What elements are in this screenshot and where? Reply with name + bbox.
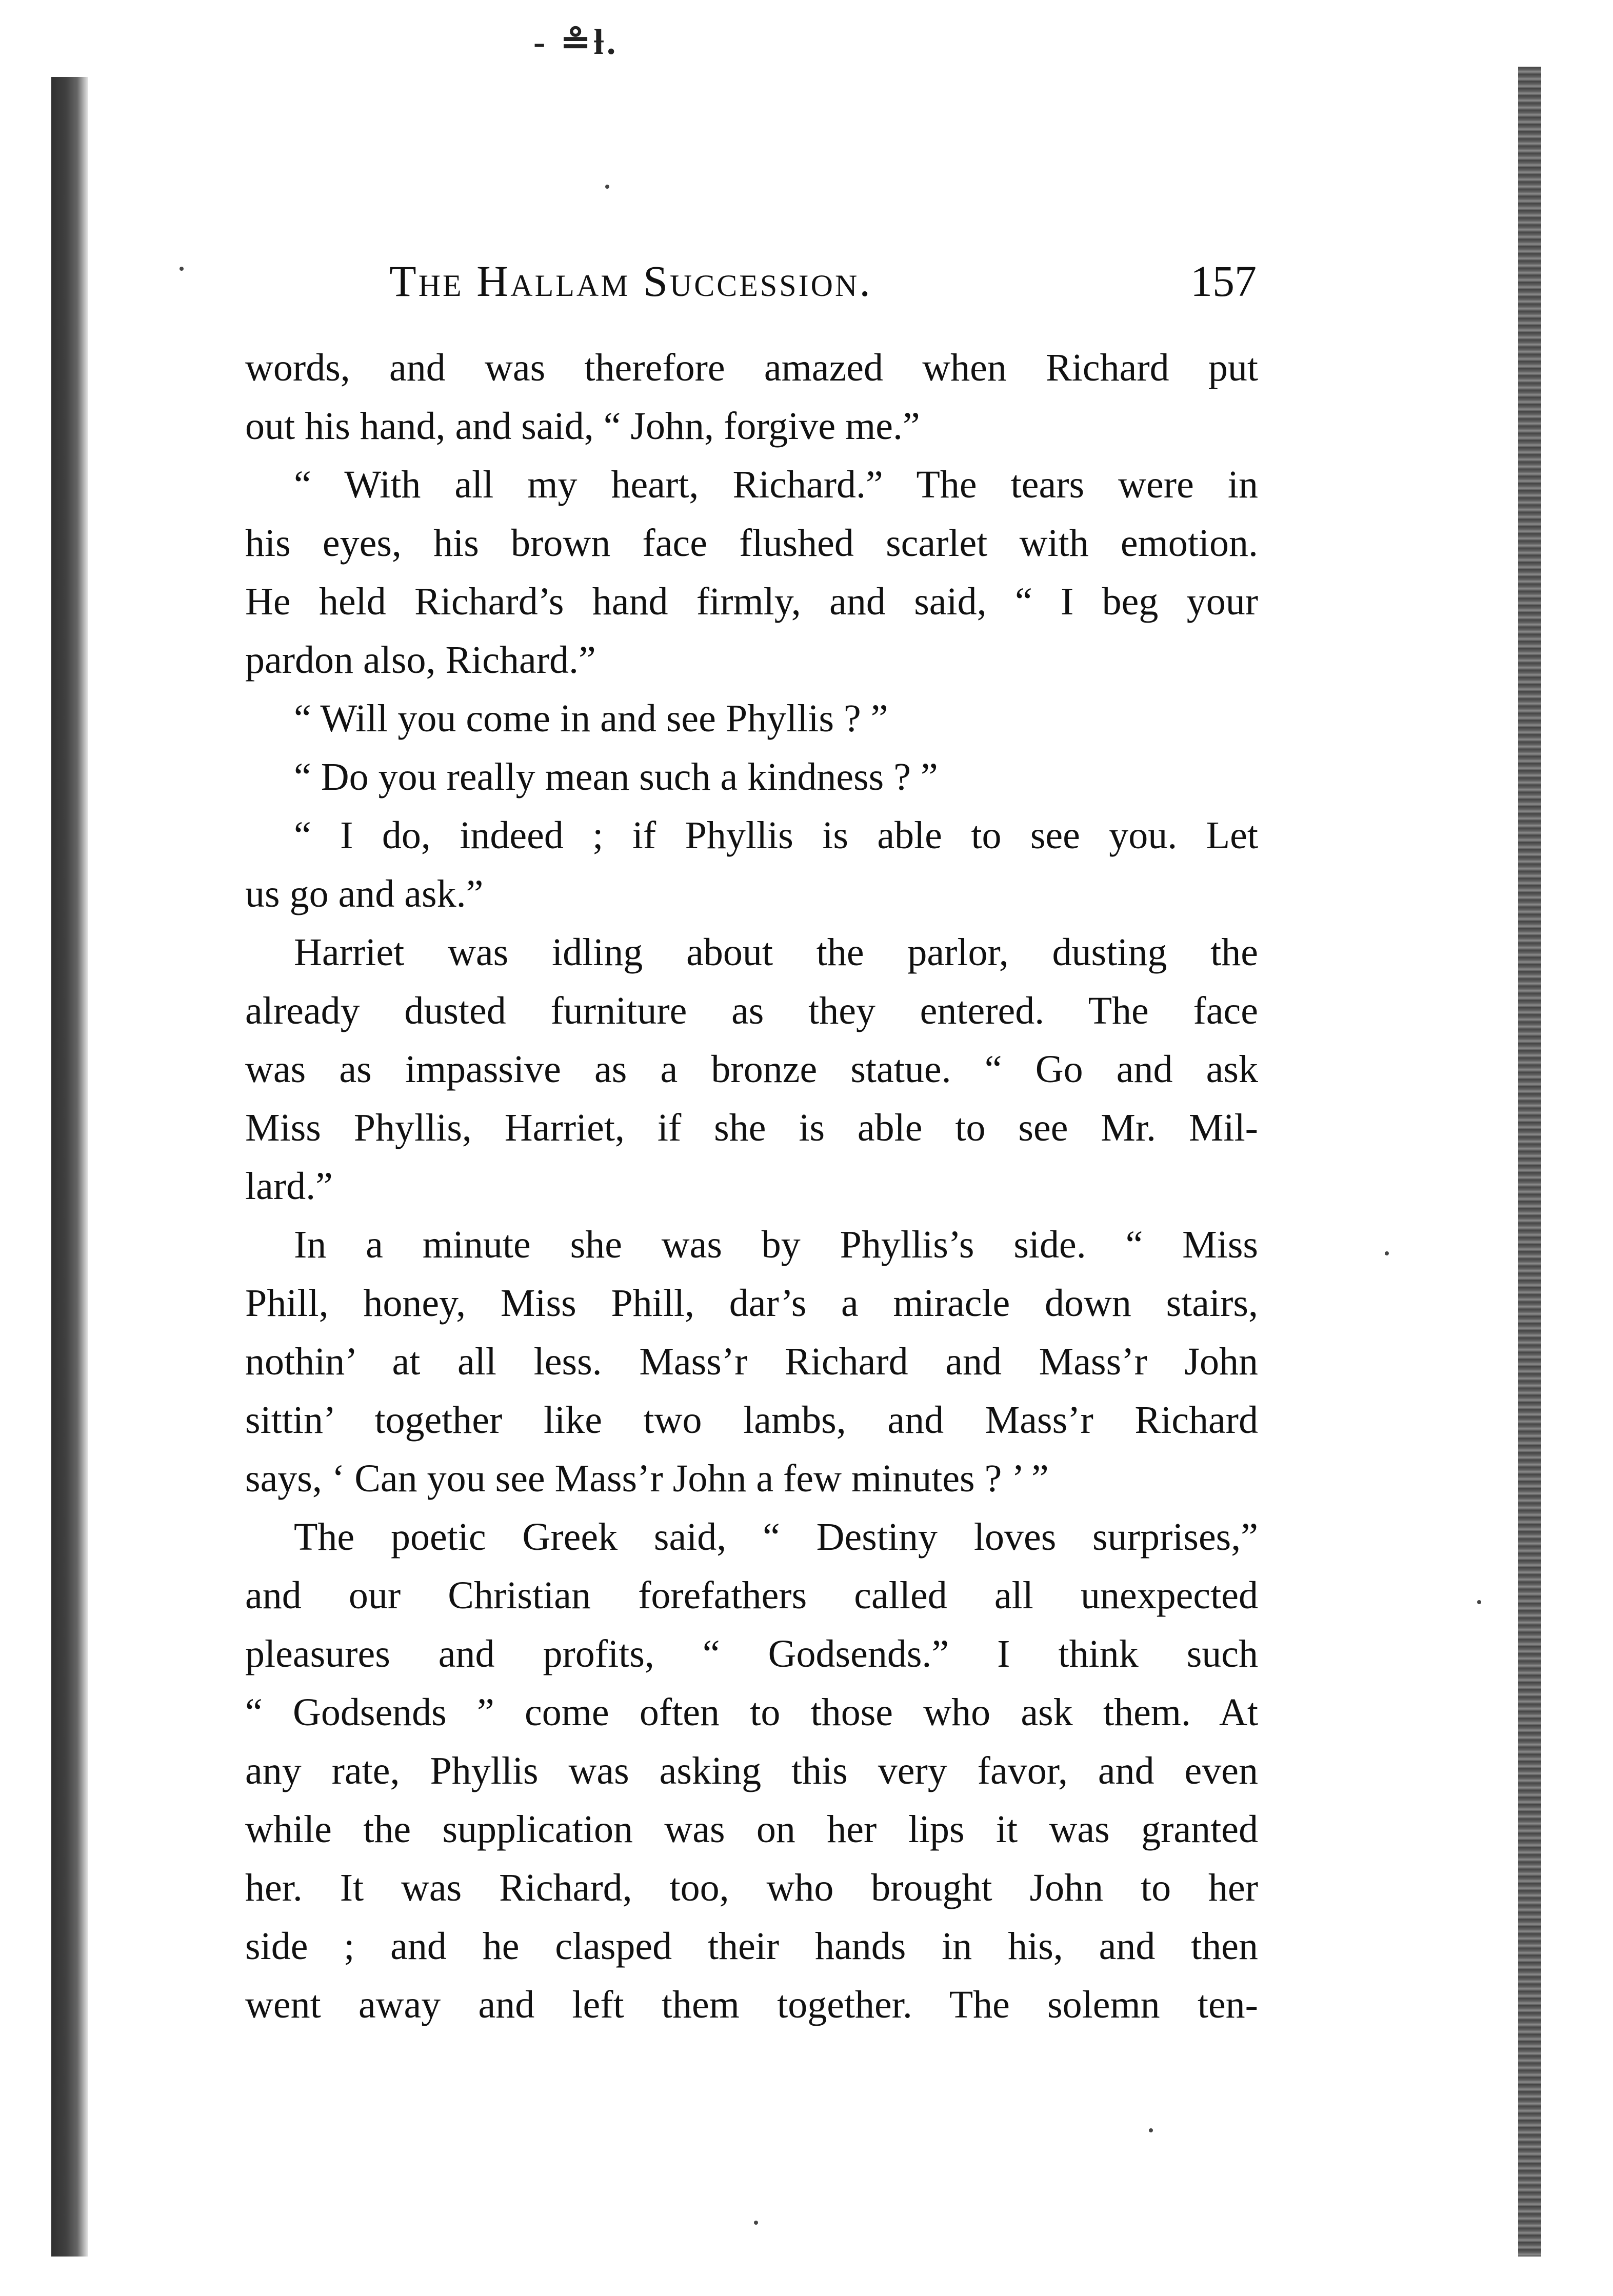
text-line: Harriet was idling about the parlor, dusting the xyxy=(294,931,1258,974)
text-line: went away and left them together. The solemn ten- xyxy=(245,1983,1258,2026)
scan-speck xyxy=(180,267,184,271)
text-line: He held Richard’s hand firmly, and said, “ I beg your xyxy=(245,580,1258,623)
text-line: out his hand, and said, “ John, forgive me.” xyxy=(245,405,920,448)
text-line: The poetic Greek said, “ Destiny loves surprises,” xyxy=(294,1515,1258,1559)
text-line: sittin’ together like two lambs, and Mass’r Richard xyxy=(245,1399,1258,1442)
scan-speck xyxy=(605,185,609,189)
text-line: nothin’ at all less. Mass’r Richard and Mass’r John xyxy=(245,1340,1258,1383)
text-line: while the supplication was on her lips it was granted xyxy=(245,1808,1258,1851)
scan-speck xyxy=(1477,1600,1481,1604)
page-number: 157 xyxy=(1190,256,1257,306)
body-text xyxy=(245,338,1258,2034)
text-line: was as impassive as a bronze statue. “ Go and ask xyxy=(245,1048,1258,1091)
text-line: pardon also, Richard.” xyxy=(245,638,596,682)
top-margin-mark: - ≗ƚ. xyxy=(533,23,619,62)
text-line: his eyes, his brown face flushed scarlet with emotion. xyxy=(245,522,1258,565)
text-line: words, and was therefore amazed when Richard put xyxy=(245,346,1258,389)
scan-speck xyxy=(1149,2128,1153,2132)
text-line: “ I do, indeed ; if Phyllis is able to see you. Let xyxy=(294,814,1258,857)
text-line: side ; and he clasped their hands in his, and then xyxy=(245,1925,1258,1968)
text-line: says, ‘ Can you see Mass’r John a few minutes ? ’ ” xyxy=(245,1457,1049,1500)
text-line: and our Christian forefathers called all unexpected xyxy=(245,1574,1258,1617)
scan-speck xyxy=(1385,1251,1389,1255)
running-title: The Hallam Succession. xyxy=(389,256,872,306)
text-line: “ With all my heart, Richard.” The tears were in xyxy=(294,463,1258,506)
text-line: any rate, Phyllis was asking this very favor, and even xyxy=(245,1749,1258,1792)
running-head xyxy=(246,255,1257,312)
text-line: In a minute she was by Phyllis’s side. “ Miss xyxy=(294,1223,1258,1266)
binding-shadow-left xyxy=(51,77,88,2257)
text-line: already dusted furniture as they entered. The face xyxy=(245,989,1258,1032)
text-line: Miss Phyllis, Harriet, if she is able to see Mr. Mil- xyxy=(245,1106,1258,1149)
text-line: “ Godsends ” come often to those who ask them. At xyxy=(245,1691,1258,1734)
text-line: Phill, honey, Miss Phill, dar’s a miracle down stairs, xyxy=(245,1282,1258,1325)
text-line: us go and ask.” xyxy=(245,872,484,915)
text-line: her. It was Richard, too, who brought John to her xyxy=(245,1866,1258,1909)
text-line: pleasures and profits, “ Godsends.” I think such xyxy=(245,1632,1258,1675)
text-line: “ Do you really mean such a kindness ? ” xyxy=(294,755,938,798)
page-edge-right xyxy=(1518,67,1541,2257)
text-line: “ Will you come in and see Phyllis ? ” xyxy=(294,697,888,740)
scan-speck xyxy=(754,2221,758,2225)
text-line: lard.” xyxy=(245,1165,333,1208)
